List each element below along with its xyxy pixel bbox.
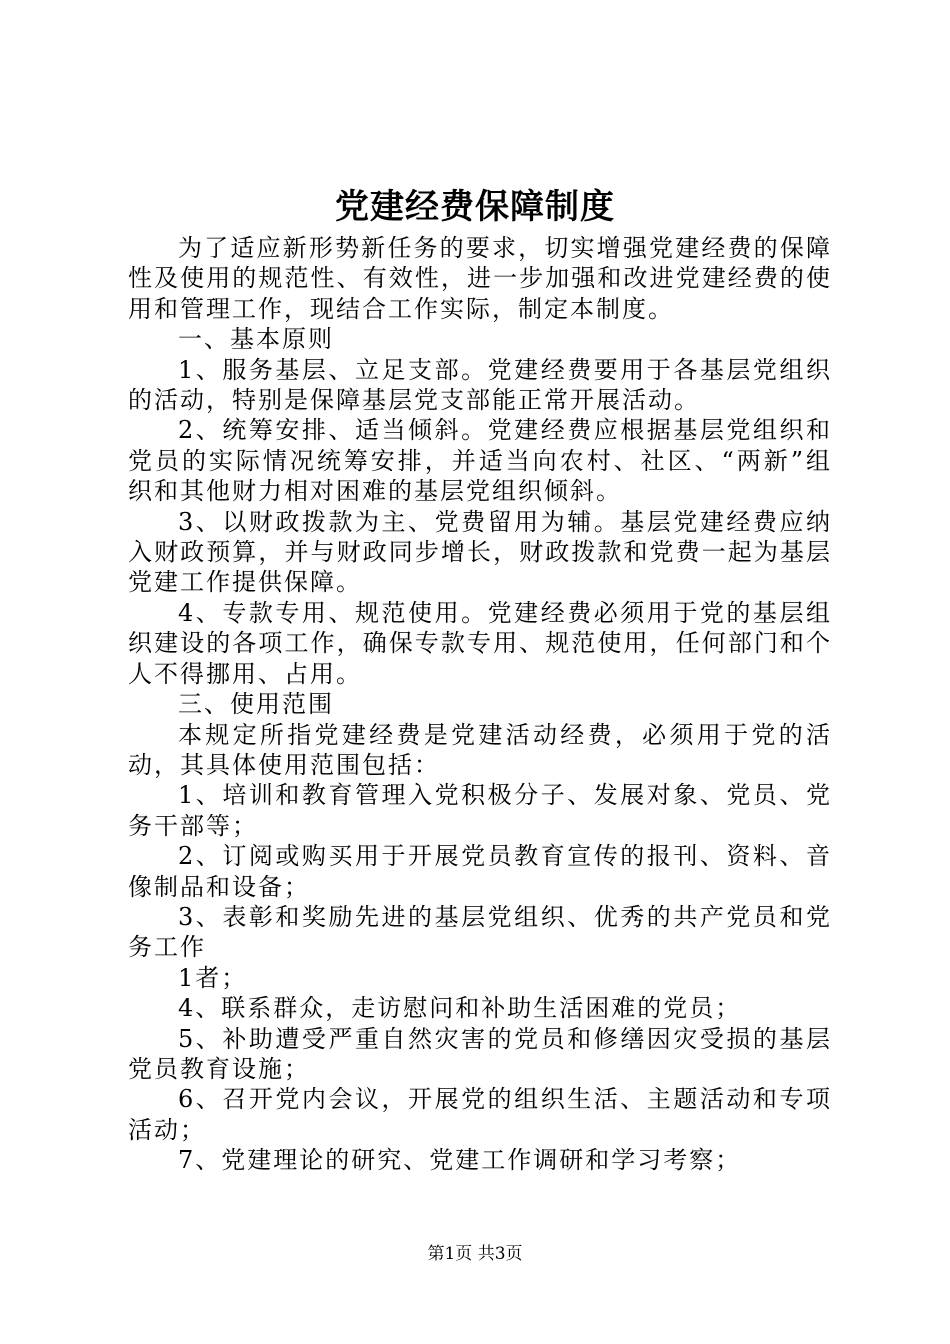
principle-4: 4、专款专用、规范使用。党建经费必须用于党的基层组织建设的各项工作，确保专款专用、规范使用，任何部门和个人不得挪用、占用。 — [128, 598, 832, 688]
scope-intro: 本规定所指党建经费是党建活动经费，必须用于党的活动，其具体使用范围包括： — [128, 720, 832, 779]
section-heading-basic-principles: 一、基本原则 — [178, 325, 334, 354]
document-title: 党建经费保障制度 — [335, 187, 615, 227]
scope-item-3-continued: 1者； — [178, 963, 248, 992]
scope-item-5: 5、补助遭受严重自然灾害的党员和修缮因灾受损的基层党员教育设施； — [128, 1024, 832, 1083]
principle-1: 1、服务基层、立足支部。党建经费要用于各基层党组织的活动，特别是保障基层党支部能正常开展活动。 — [128, 355, 832, 415]
principle-2: 2、统筹安排、适当倾斜。党建经费应根据基层党组织和党员的实际情况统筹安排，并适当向农村、社区、“两新”组织和其他财力相对困难的基层党组织倾斜。 — [128, 416, 832, 506]
scope-item-3: 3、表彰和奖励先进的基层党组织、优秀的共产党员和党务工作 — [128, 902, 832, 962]
scope-item-1: 1、培训和教育管理入党积极分子、发展对象、党员、党务干部等； — [128, 781, 832, 840]
principle-3: 3、以财政拨款为主、党费留用为辅。基层党建经费应纳入财政预算，并与财政同步增长，财政拨款和党费一起为基层党建工作提供保障。 — [128, 507, 832, 597]
scope-item-6: 6、召开党内会议，开展党的组织生活、主题活动和专项活动； — [128, 1085, 832, 1144]
document-body — [128, 233, 832, 1176]
scope-item-2: 2、订阅或购买用于开展党员教育宣传的报刊、资料、音像制品和设备； — [128, 842, 832, 901]
section-heading-scope: 三、使用范围 — [178, 690, 334, 719]
scope-item-7: 7、党建理论的研究、党建工作调研和学习考察； — [178, 1146, 742, 1175]
scope-item-4: 4、联系群众，走访慰问和补助生活困难的党员； — [178, 994, 742, 1023]
intro-paragraph: 为了适应新形势新任务的要求，切实增强党建经费的保障性及使用的规范性、有效性，进一步加强和改进党建经费的使用和管理工作，现结合工作实际，制定本制度。 — [128, 234, 832, 323]
page-footer: 第1页 共3页 — [427, 1244, 523, 1264]
